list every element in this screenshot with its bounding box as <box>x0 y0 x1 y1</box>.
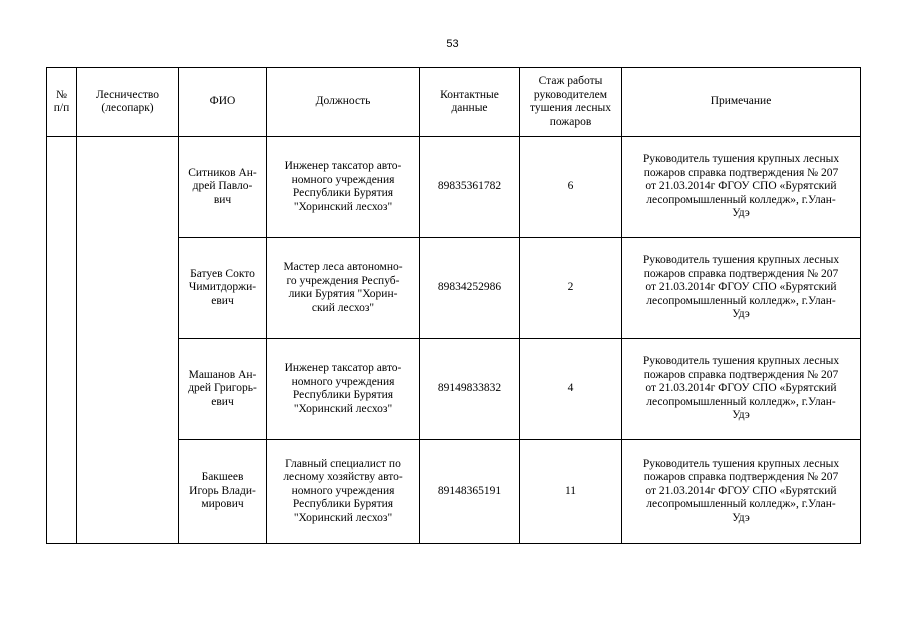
page-number: 53 <box>446 38 459 50</box>
num-cell <box>47 137 77 544</box>
experience-cell: 11 <box>520 440 622 544</box>
header-note: Примечание <box>622 68 861 137</box>
experience-cell: 2 <box>520 238 622 339</box>
position-cell: Инженер таксатор авто- номного учреждения Республики Бурятия "Хоринский лесхоз" <box>267 339 420 440</box>
note-cell: Руководитель тушения крупных лесных пожаров справка подтверждения № 207 от 21.03.2014г ФГОУ СПО «Бурятский лесопромышленный колледж», г.Улан- Удэ <box>622 238 861 339</box>
header-experience: Стаж работы руководителем тушения лесных пожаров <box>520 68 622 137</box>
header-forestry: Лесничество (лесопарк) <box>77 68 179 137</box>
note-cell: Руководитель тушения крупных лесных пожаров справка подтверждения № 207 от 21.03.2014г ФГОУ СПО «Бурятский лесопромышленный колледж», г.Улан- Удэ <box>622 339 861 440</box>
header-contacts: Контактные данные <box>420 68 520 137</box>
position-cell: Мастер леса автономно- го учреждения Респуб- лики Бурятия "Хорин- ский лесхоз" <box>267 238 420 339</box>
header-num: № п/п <box>47 68 77 137</box>
experience-cell: 6 <box>520 137 622 238</box>
forestry-cell <box>77 137 179 544</box>
fio-cell: Батуев Сокто Чимитдоржи- евич <box>179 238 267 339</box>
phone-cell: 89149833832 <box>420 339 520 440</box>
position-cell: Инженер таксатор авто- номного учреждения Республики Бурятия "Хоринский лесхоз" <box>267 137 420 238</box>
note-cell: Руководитель тушения крупных лесных пожаров справка подтверждения № 207 от 21.03.2014г ФГОУ СПО «Бурятский лесопромышленный колледж», г.Улан- Удэ <box>622 137 861 238</box>
personnel-table <box>46 67 861 544</box>
experience-cell: 4 <box>520 339 622 440</box>
fio-cell: Ситников Ан- дрей Павло- вич <box>179 137 267 238</box>
table-row <box>47 137 861 238</box>
position-cell: Главный специалист по лесному хозяйству авто- номного учреждения Республики Бурятия "Хоринский лесхоз" <box>267 440 420 544</box>
header-fio: ФИО <box>179 68 267 137</box>
header-position: Должность <box>267 68 420 137</box>
phone-cell: 89148365191 <box>420 440 520 544</box>
fio-cell: Машанов Ан- дрей Григорь- евич <box>179 339 267 440</box>
note-cell: Руководитель тушения крупных лесных пожаров справка подтверждения № 207 от 21.03.2014г ФГОУ СПО «Бурятский лесопромышленный колледж», г.Улан- Удэ <box>622 440 861 544</box>
fio-cell: Бакшеев Игорь Влади- мирович <box>179 440 267 544</box>
phone-cell: 89834252986 <box>420 238 520 339</box>
phone-cell: 89835361782 <box>420 137 520 238</box>
header-row <box>47 68 861 137</box>
